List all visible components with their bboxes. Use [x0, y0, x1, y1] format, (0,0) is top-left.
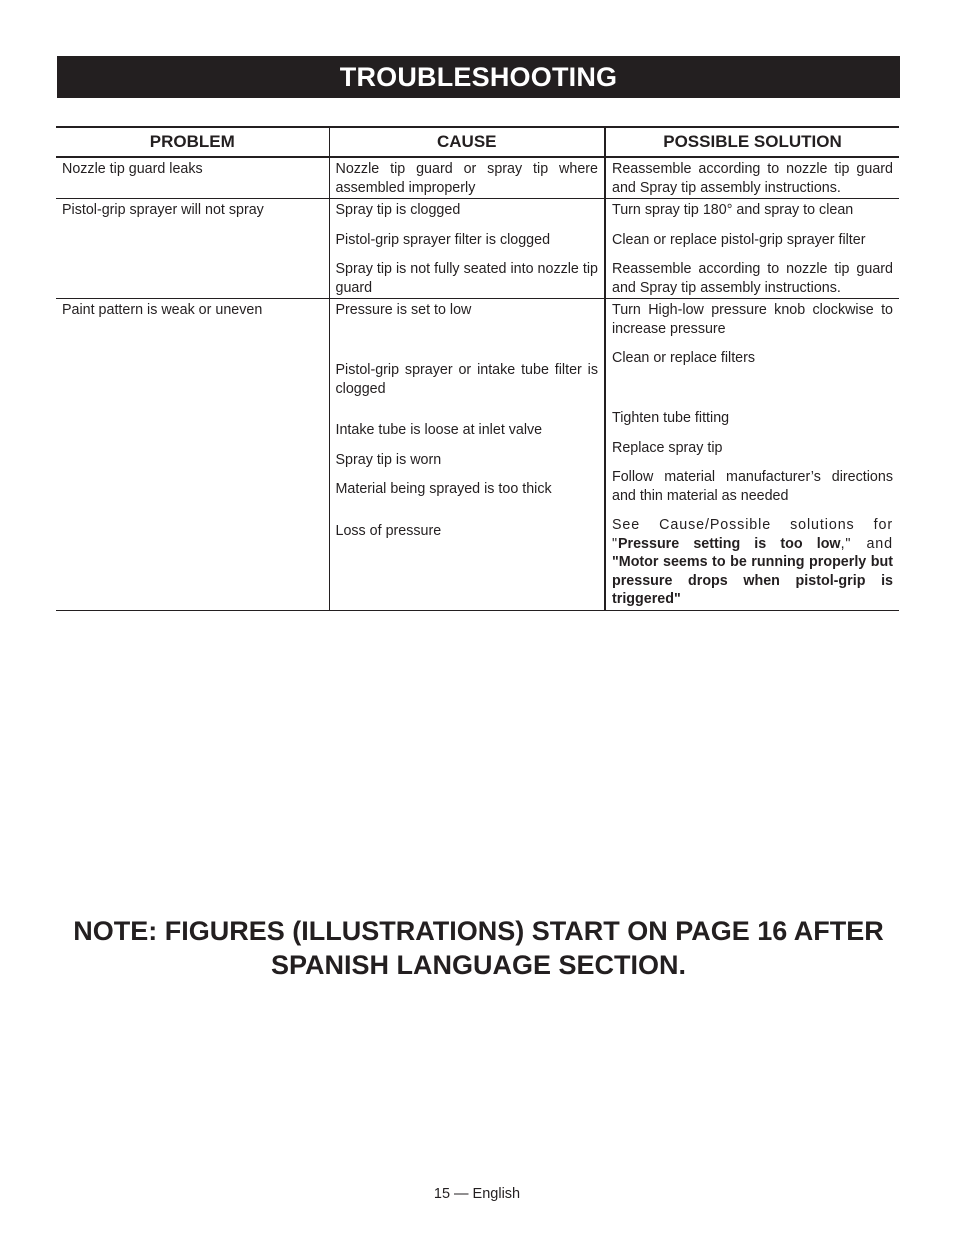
solution-text: Clean or replace filters	[612, 350, 756, 366]
cause-text: Spray tip is not fully seated into nozzle tip guard	[335, 261, 598, 296]
problem-text: Nozzle tip guard leaks	[62, 161, 203, 177]
see-also-ref-motor: "Motor seems to be running properly but pressure drops when pistol-grip is triggered"	[612, 554, 893, 607]
solution-cell	[605, 157, 899, 199]
solution-cell	[605, 299, 899, 611]
see-also-ref-pressure: Pressure setting is too low	[617, 535, 841, 552]
problem-cell	[56, 299, 329, 611]
see-also-text	[612, 516, 893, 609]
solution-text: Reassemble according to nozzle tip guard and Spray tip assembly instructions.	[612, 261, 893, 296]
cause-cell	[329, 299, 605, 611]
solution-text: Turn High-low pressure knob clockwise to increase pressure	[612, 302, 893, 337]
header-solution: POSSIBLE SOLUTION	[605, 127, 899, 157]
cause-text: Loss of pressure	[335, 523, 442, 539]
problem-text: Paint pattern is weak or uneven	[62, 302, 263, 318]
section-title: TROUBLESHOOTING	[57, 56, 900, 98]
see-also-prefix: See Cause/Possible solutions for "	[612, 517, 893, 552]
table-row	[56, 199, 899, 299]
cause-cell	[329, 199, 605, 299]
cause-text: Nozzle tip guard or spray tip where assembled improperly	[335, 161, 598, 196]
cause-text: Intake tube is loose at inlet valve	[335, 422, 543, 438]
cause-text: Pressure is set to low	[335, 302, 472, 318]
header-cause: CAUSE	[329, 127, 605, 157]
solution-text: Replace spray tip	[612, 439, 723, 456]
solution-text: Turn spray tip 180° and spray to clean	[612, 202, 854, 218]
page-footer: 15 — English	[433, 1186, 521, 1202]
cause-text: Spray tip is worn	[335, 451, 442, 468]
cause-text: Material being sprayed is too thick	[335, 481, 552, 497]
header-problem: PROBLEM	[56, 127, 329, 157]
solution-text: Follow material manufacturer’s directions and thin material as needed	[612, 469, 893, 504]
table-row	[56, 299, 899, 611]
figures-note: NOTE: FIGURES (ILLUSTRATIONS) START ON PAGE 16 AFTER SPANISH LANGUAGE SECTION.	[73, 916, 884, 980]
cause-text: Pistol-grip sprayer or intake tube filter is clogged	[335, 362, 598, 397]
problem-cell	[56, 157, 329, 199]
table-header-row	[56, 127, 899, 157]
solution-text: Clean or replace pistol-grip sprayer filter	[612, 231, 866, 248]
solution-cell	[605, 199, 899, 299]
troubleshooting-table	[56, 126, 899, 611]
problem-text: Pistol-grip sprayer will not spray	[62, 202, 264, 218]
problem-cell	[56, 199, 329, 299]
cause-text: Spray tip is clogged	[335, 202, 461, 218]
see-also-mid: ," and	[840, 535, 893, 552]
cause-text: Pistol-grip sprayer filter is clogged	[335, 231, 551, 248]
solution-text: Tighten tube fitting	[612, 410, 730, 426]
cause-cell	[329, 157, 605, 199]
table-row	[56, 157, 899, 199]
solution-text: Reassemble according to nozzle tip guard and Spray tip assembly instructions.	[612, 161, 893, 196]
